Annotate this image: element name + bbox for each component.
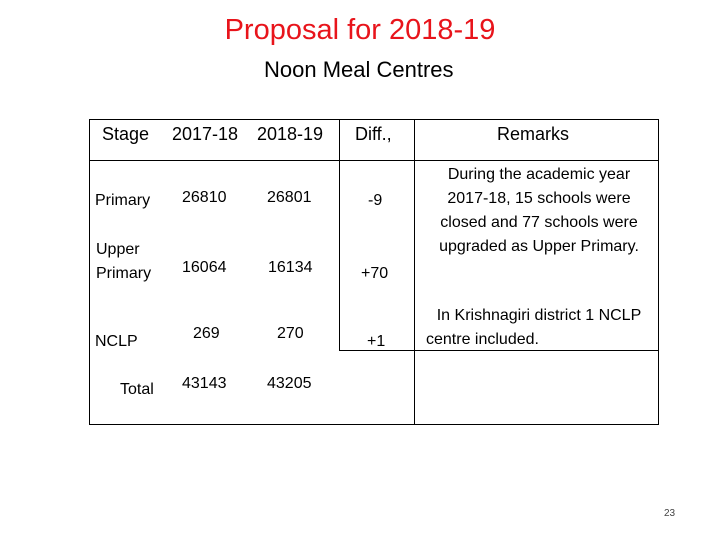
column-divider-diff (339, 119, 340, 350)
remark-nclp (416, 304, 662, 352)
column-divider-remarks (414, 119, 415, 425)
header-diff: Diff., (355, 124, 392, 144)
stage-cell: NCLP (95, 333, 138, 350)
remark-primary (416, 163, 662, 259)
header-divider (89, 160, 659, 161)
value-2017-cell: 269 (193, 325, 220, 342)
header-stage: Stage (102, 124, 150, 144)
diff-cell: +1 (367, 333, 386, 350)
remark-line: closed and 77 schools were (440, 214, 638, 231)
header-2018-19: 2018-19 (257, 124, 324, 144)
diff-cell: -9 (368, 192, 383, 209)
header-2017-18: 2017-18 (172, 124, 239, 144)
page-number: 23 (664, 508, 676, 519)
value-2017-cell: 16064 (182, 259, 227, 276)
stage-cell-line2: Primary (96, 265, 152, 282)
remark-line: centre included. (426, 331, 539, 348)
value-2018-cell: 16134 (268, 259, 313, 276)
stage-cell: Total (120, 381, 154, 398)
value-2017-cell: 26810 (182, 189, 227, 206)
remark-line: upgraded as Upper Primary. (439, 238, 639, 255)
value-2018-cell: 43205 (267, 375, 312, 392)
stage-cell-line1: Upper (96, 241, 140, 258)
remark-line: In Krishnagiri district 1 NCLP (436, 307, 642, 324)
diff-cell: +70 (361, 265, 389, 282)
value-2017-cell: 43143 (182, 375, 227, 392)
value-2018-cell: 270 (277, 325, 304, 342)
value-2018-cell: 26801 (267, 189, 312, 206)
header-remarks: Remarks (497, 124, 570, 144)
remark-line: 2017-18, 15 schools were (447, 190, 631, 207)
slide-subtitle: Noon Meal Centres (264, 57, 454, 82)
stage-cell: Primary (95, 192, 151, 209)
remark-line: During the academic year (447, 166, 631, 183)
slide-title: Proposal for 2018-19 (224, 14, 496, 46)
